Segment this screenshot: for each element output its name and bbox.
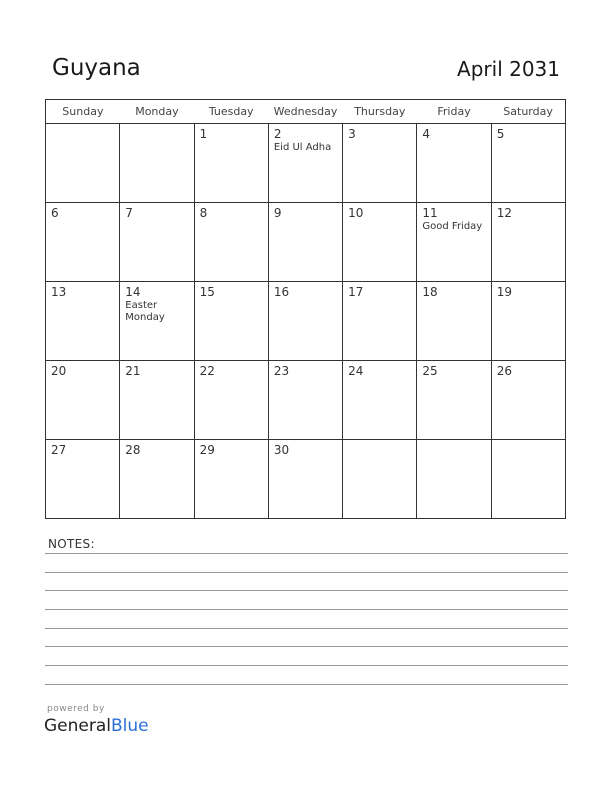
day-cell: [343, 361, 417, 440]
day-number: 20: [51, 364, 67, 378]
week-row: [46, 282, 566, 361]
day-cell: [120, 282, 194, 361]
day-cell: [120, 203, 194, 282]
day-number: 5: [496, 127, 505, 141]
notes-label: NOTES:: [48, 537, 95, 551]
day-number: 10: [348, 206, 364, 220]
day-number: 23: [273, 364, 290, 378]
day-number: 16: [273, 285, 290, 299]
day-cell: [268, 203, 342, 282]
day-cell: [343, 203, 417, 282]
holiday-label: Eid Ul Adha: [273, 142, 332, 153]
day-cell: [46, 282, 120, 361]
day-number: 18: [422, 285, 438, 299]
brand-blue: Blue: [111, 716, 149, 736]
note-line: [45, 646, 568, 647]
day-cell: [491, 440, 565, 519]
week-row: [46, 361, 566, 440]
day-number: 8: [199, 206, 208, 220]
day-number: 1: [199, 127, 208, 141]
day-number: 15: [199, 285, 215, 299]
day-cell: [194, 282, 268, 361]
day-cell: [268, 282, 342, 361]
day-cell: [120, 361, 194, 440]
day-number: 25: [422, 364, 438, 378]
day-number: 17: [348, 285, 364, 299]
day-number: 12: [496, 206, 512, 220]
note-line: [45, 665, 568, 666]
day-number: 21: [125, 364, 141, 378]
day-cell: [417, 124, 491, 203]
day-cell: [194, 203, 268, 282]
day-cell: [46, 361, 120, 440]
day-number: 6: [51, 206, 59, 220]
day-number: 19: [496, 285, 512, 299]
day-number: 4: [422, 127, 431, 141]
day-cell: [268, 361, 342, 440]
brand-general: General: [44, 716, 111, 736]
day-number: 26: [496, 364, 512, 378]
day-number: 7: [125, 206, 133, 220]
day-cell: [491, 203, 565, 282]
day-cell: [46, 440, 120, 519]
week-row: [46, 440, 566, 519]
day-cell: [491, 282, 565, 361]
day-cell: [194, 124, 268, 203]
day-cell: [343, 124, 417, 203]
day-number: 22: [199, 364, 215, 378]
day-number: 11: [422, 206, 438, 220]
day-cell: [417, 440, 491, 519]
note-line: [45, 628, 568, 629]
weekday-header: Tuesday: [194, 100, 268, 124]
day-cell: [46, 124, 120, 203]
calendar-grid: [45, 99, 566, 519]
weekday-header-row: [46, 100, 566, 124]
weekday-header: Monday: [120, 100, 194, 124]
day-number: 29: [199, 443, 215, 457]
day-cell: [268, 124, 342, 203]
day-number: 24: [348, 364, 364, 378]
day-cell: [417, 282, 491, 361]
day-cell: [268, 440, 342, 519]
day-cell: [194, 361, 268, 440]
weekday-header: Sunday: [46, 100, 120, 124]
day-cell: [343, 440, 417, 519]
day-number: 9: [273, 206, 282, 220]
holiday-label: Easter Monday: [125, 300, 165, 323]
day-number: 14: [125, 285, 141, 299]
day-cell: [343, 282, 417, 361]
country-title: Guyana: [52, 55, 141, 81]
day-cell: [120, 440, 194, 519]
month-year-title: April 2031: [457, 57, 560, 81]
day-number: 3: [348, 127, 356, 141]
day-number: 30: [273, 443, 290, 457]
weekday-header: Thursday: [343, 100, 417, 124]
day-number: 28: [125, 443, 141, 457]
weekday-header: Wednesday: [268, 100, 342, 124]
day-number: 2: [273, 127, 282, 141]
day-cell: [120, 124, 194, 203]
day-cell: [417, 203, 491, 282]
holiday-label: Good Friday: [422, 221, 483, 232]
day-cell: [491, 124, 565, 203]
weekday-header: Saturday: [491, 100, 565, 124]
note-line: [45, 684, 568, 685]
day-cell: [46, 203, 120, 282]
weekday-header: Friday: [417, 100, 491, 124]
day-cell: [417, 361, 491, 440]
generalblue-logo: [44, 716, 149, 736]
day-number: 13: [51, 285, 67, 299]
note-line: [45, 590, 568, 591]
day-cell: [194, 440, 268, 519]
note-line: [45, 553, 568, 554]
note-line: [45, 609, 568, 610]
day-cell: [491, 361, 565, 440]
week-row: [46, 203, 566, 282]
powered-by-text: powered by: [47, 704, 105, 714]
note-line: [45, 572, 568, 573]
week-row: [46, 124, 566, 203]
day-number: 27: [51, 443, 67, 457]
